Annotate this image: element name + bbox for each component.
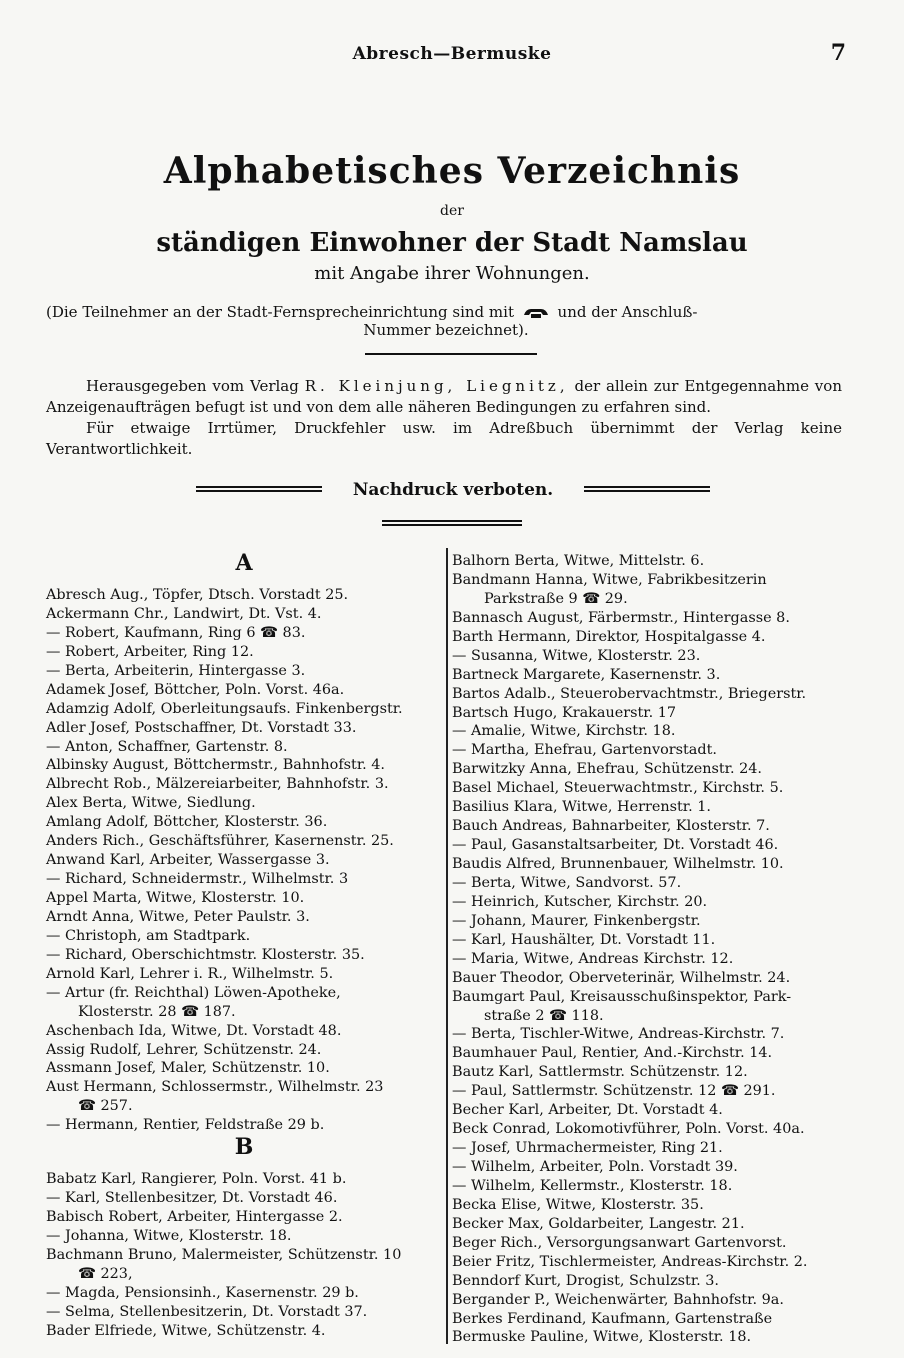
directory-entry: Bannasch August, Färbermstr., Hintergasse 8.: [452, 609, 790, 626]
directory-entry: Adler Josef, Postschaffner, Dt. Vorstadt 33.: [46, 719, 357, 736]
page-number: 7: [830, 40, 846, 66]
directory-entry: — Paul, Gasanstaltsarbeiter, Dt. Vorstadt 46.: [452, 837, 779, 854]
directory-entry: Adamzig Adolf, Oberleitungsaufs. Finkenbergstr.: [46, 700, 403, 717]
directory-entry: — Karl, Haushälter, Dt. Vorstadt 11.: [452, 931, 716, 948]
directory-entry: Bauch Andreas, Bahnarbeiter, Klosterstr. 7.: [452, 818, 770, 835]
directory-entry: Bautz Karl, Sattlermstr. Schützenstr. 12.: [452, 1064, 748, 1081]
directory-entry: — Wilhelm, Kellermstr., Klosterstr. 18.: [452, 1177, 733, 1194]
directory-entry: — Martha, Ehefrau, Gartenvorstadt.: [452, 742, 717, 759]
directory-entry: Albinsky August, Böttchermstr., Bahnhofstr. 4.: [46, 757, 386, 774]
publisher-name: R. Kleinjung, Liegnitz,: [304, 377, 569, 395]
directory-entry: Becker Max, Goldarbeiter, Langestr. 21.: [452, 1215, 745, 1232]
entries-column-b-right: [452, 552, 848, 1347]
directory-entry: Baumgart Paul, Kreisausschußinspektor, Park-: [452, 988, 792, 1005]
directory-entry: Alex Berta, Witwe, Siedlung.: [46, 795, 256, 812]
directory-entry: Abresch Aug., Töpfer, Dtsch. Vorstadt 25.: [46, 587, 349, 603]
directory-entry: Aust Hermann, Schlossermstr., Wilhelmstr. 23: [46, 1079, 384, 1096]
directory-entry: — Berta, Tischler-Witwe, Andreas-Kirchstr. 7.: [452, 1026, 785, 1043]
directory-entry: Parkstraße 9 ☎ 29.: [484, 590, 628, 607]
directory-entry: Klosterstr. 28 ☎ 187.: [78, 1003, 236, 1020]
page-title: Alphabetisches Verzeichnis: [163, 150, 741, 192]
directory-entry: Beier Fritz, Tischlermeister, Andreas-Kirchstr. 2.: [452, 1253, 808, 1270]
directory-entry: Basilius Klara, Witwe, Herrenstr. 1.: [452, 799, 711, 816]
directory-entry: — Christoph, am Stadtpark.: [46, 927, 251, 944]
directory-entry: Amlang Adolf, Böttcher, Klosterstr. 36.: [46, 814, 328, 831]
directory-entry: Bermuske Pauline, Witwe, Klosterstr. 18.: [452, 1329, 752, 1346]
directory-entry: Beger Rich., Versorgungsanwart Gartenvorst.: [452, 1234, 787, 1251]
entries-column-a: [46, 586, 442, 1135]
directory-entry: Bartos Adalb., Steuerobervachtmstr., Briegerstr.: [452, 685, 807, 702]
directory-entry: — Richard, Oberschichtmstr. Klosterstr. 35.: [46, 946, 365, 963]
directory-entry: Becka Elise, Witwe, Klosterstr. 35.: [452, 1196, 704, 1213]
directory-entry: — Paul, Sattlermstr. Schützenstr. 12 ☎ 291.: [452, 1083, 776, 1100]
directory-entry: Basel Michael, Steuerwachtmstr., Kirchstr. 5.: [452, 780, 784, 797]
directory-entry: Bartsch Hugo, Krakauerstr. 17: [452, 704, 677, 721]
directory-entry: straße 2 ☎ 118.: [484, 1007, 604, 1024]
directory-entry: Assmann Josef, Maler, Schützenstr. 10.: [46, 1060, 330, 1077]
publisher-paragraph: Herausgegeben vom Verlag R. Kleinjung, Liegnitz, der allein zur Entgegennahme von Anzeigenaufträgen befugt ist und von dem alle näheren Bedingungen zu erfahren sind.: [46, 377, 842, 416]
entries-column-b-left: [46, 1170, 442, 1340]
directory-entry: Baudis Alfred, Brunnenbauer, Wilhelmstr. 10.: [452, 856, 784, 872]
double-rule-right: [584, 486, 710, 492]
directory-entry: — Johanna, Witwe, Klosterstr. 18.: [46, 1227, 292, 1244]
telephone-icon: [523, 307, 549, 319]
directory-entry: — Johann, Maurer, Finkenbergstr.: [452, 912, 701, 929]
divider: [365, 353, 537, 355]
directory-entry: Berkes Ferdinand, Kaufmann, Gartenstraße: [452, 1310, 773, 1327]
directory-entry: Aschenbach Ida, Witwe, Dt. Vorstadt 48.: [46, 1022, 342, 1039]
directory-entry: — Magda, Pensionsinh., Kasernenstr. 29 b.: [46, 1284, 359, 1301]
directory-entry: — Anton, Schaffner, Gartenstr. 8.: [46, 738, 288, 755]
directory-entry: — Berta, Arbeiterin, Hintergasse 3.: [46, 662, 306, 679]
directory-entry: Benndorf Kurt, Drogist, Schulzstr. 3.: [452, 1272, 719, 1289]
directory-entry: — Josef, Uhrmachermeister, Ring 21.: [452, 1140, 723, 1157]
directory-entry: Bader Elfriede, Witwe, Schützenstr. 4.: [46, 1322, 326, 1339]
page-subtitle: ständigen Einwohner der Stadt Namslau: [156, 228, 748, 258]
directory-entry: Bergander P., Weichenwärter, Bahnhofstr. 9a.: [452, 1291, 784, 1308]
reprint-notice: Nachdruck verboten.: [352, 480, 554, 500]
directory-entry: Babatz Karl, Rangierer, Poln. Vorst. 41 b.: [46, 1171, 347, 1187]
directory-entry: Adamek Josef, Böttcher, Poln. Vorst. 46a.: [46, 681, 345, 698]
directory-entry: Barwitzky Anna, Ehefrau, Schützenstr. 24.: [452, 761, 762, 778]
double-rule-left: [196, 486, 322, 492]
note-text-1: (Die Teilnehmer an der Stadt-Fernsprecheinrichtung sind mit: [46, 303, 514, 321]
directory-entry: — Susanna, Witwe, Klosterstr. 23.: [452, 647, 701, 664]
directory-entry: — Hermann, Rentier, Feldstraße 29 b.: [46, 1117, 325, 1134]
directory-entry: Barth Hermann, Direktor, Hospitalgasse 4.: [452, 628, 766, 645]
directory-entry: — Karl, Stellenbesitzer, Dt. Vorstadt 46.: [46, 1189, 338, 1206]
publisher-notice: [46, 376, 842, 460]
note-text-3: Nummer bezeichnet).: [363, 321, 529, 339]
directory-entry: ☎ 257.: [78, 1098, 133, 1115]
directory-entry: Babisch Robert, Arbeiter, Hintergasse 2.: [46, 1208, 343, 1225]
directory-entry: — Berta, Witwe, Sandvorst. 57.: [452, 874, 682, 891]
directory-entry: — Richard, Schneidermstr., Wilhelmstr. 3: [46, 871, 349, 888]
directory-entry: Albrecht Rob., Mälzereiarbeiter, Bahnhofstr. 3.: [46, 776, 389, 793]
section-letter-b: B: [234, 1134, 254, 1160]
directory-entry: Anders Rich., Geschäftsführer, Kasernenstr. 25.: [46, 833, 394, 850]
directory-entry: — Wilhelm, Arbeiter, Poln. Vorstadt 39.: [452, 1159, 738, 1175]
directory-entry: — Amalie, Witwe, Kirchstr. 18.: [452, 723, 676, 740]
page-subtitle-2: mit Angabe ihrer Wohnungen.: [314, 263, 590, 284]
column-divider: [446, 548, 448, 1344]
directory-entry: Baumhauer Paul, Rentier, And.-Kirchstr. 14.: [452, 1045, 773, 1062]
directory-entry: — Robert, Kaufmann, Ring 6 ☎ 83.: [46, 624, 306, 641]
note-text-2: und der Anschluß-: [557, 303, 698, 321]
directory-entry: — Selma, Stellenbesitzerin, Dt. Vorstadt 37.: [46, 1303, 368, 1320]
directory-entry: — Heinrich, Kutscher, Kirchstr. 20.: [452, 893, 708, 910]
directory-entry: Ackermann Chr., Landwirt, Dt. Vst. 4.: [46, 605, 322, 622]
directory-entry: Bandmann Hanna, Witwe, Fabrikbesitzerin: [452, 571, 767, 588]
directory-entry: Bartneck Margarete, Kasernenstr. 3.: [452, 666, 721, 683]
disclaimer-paragraph: Für etwaige Irrtümer, Druckfehler usw. im Adreßbuch übernimmt der Verlag keine Verantwortlichkeit.: [46, 419, 842, 458]
directory-entry: Arnold Karl, Lehrer i. R., Wilhelmstr. 5.: [46, 965, 334, 982]
running-header: Abresch—Bermuske: [352, 44, 552, 64]
directory-entry: Assig Rudolf, Lehrer, Schützenstr. 24.: [46, 1041, 322, 1058]
directory-entry: Appel Marta, Witwe, Klosterstr. 10.: [46, 890, 305, 906]
telephone-note: [46, 303, 846, 339]
directory-entry: Bauer Theodor, Oberveterinär, Wilhelmstr. 24.: [452, 969, 791, 986]
directory-entry: Balhorn Berta, Witwe, Mittelstr. 6.: [452, 553, 705, 569]
directory-entry: Beck Conrad, Lokomotivführer, Poln. Vorst. 40a.: [452, 1121, 805, 1138]
section-letter-a: A: [235, 550, 253, 576]
directory-entry: — Robert, Arbeiter, Ring 12.: [46, 643, 254, 660]
title-connector: der: [440, 203, 464, 219]
directory-entry: Becher Karl, Arbeiter, Dt. Vorstadt 4.: [452, 1102, 723, 1119]
directory-entry: — Artur (fr. Reichthal) Löwen-Apotheke,: [46, 984, 341, 1001]
directory-entry: — Maria, Witwe, Andreas Kirchstr. 12.: [452, 950, 734, 967]
directory-entry: ☎ 223,: [78, 1265, 133, 1282]
directory-entry: Anwand Karl, Arbeiter, Wassergasse 3.: [46, 852, 330, 869]
directory-entry: Bachmann Bruno, Malermeister, Schützenstr. 10: [46, 1246, 402, 1263]
double-rule-center: [382, 520, 522, 526]
directory-entry: Arndt Anna, Witwe, Peter Paulstr. 3.: [46, 908, 310, 925]
